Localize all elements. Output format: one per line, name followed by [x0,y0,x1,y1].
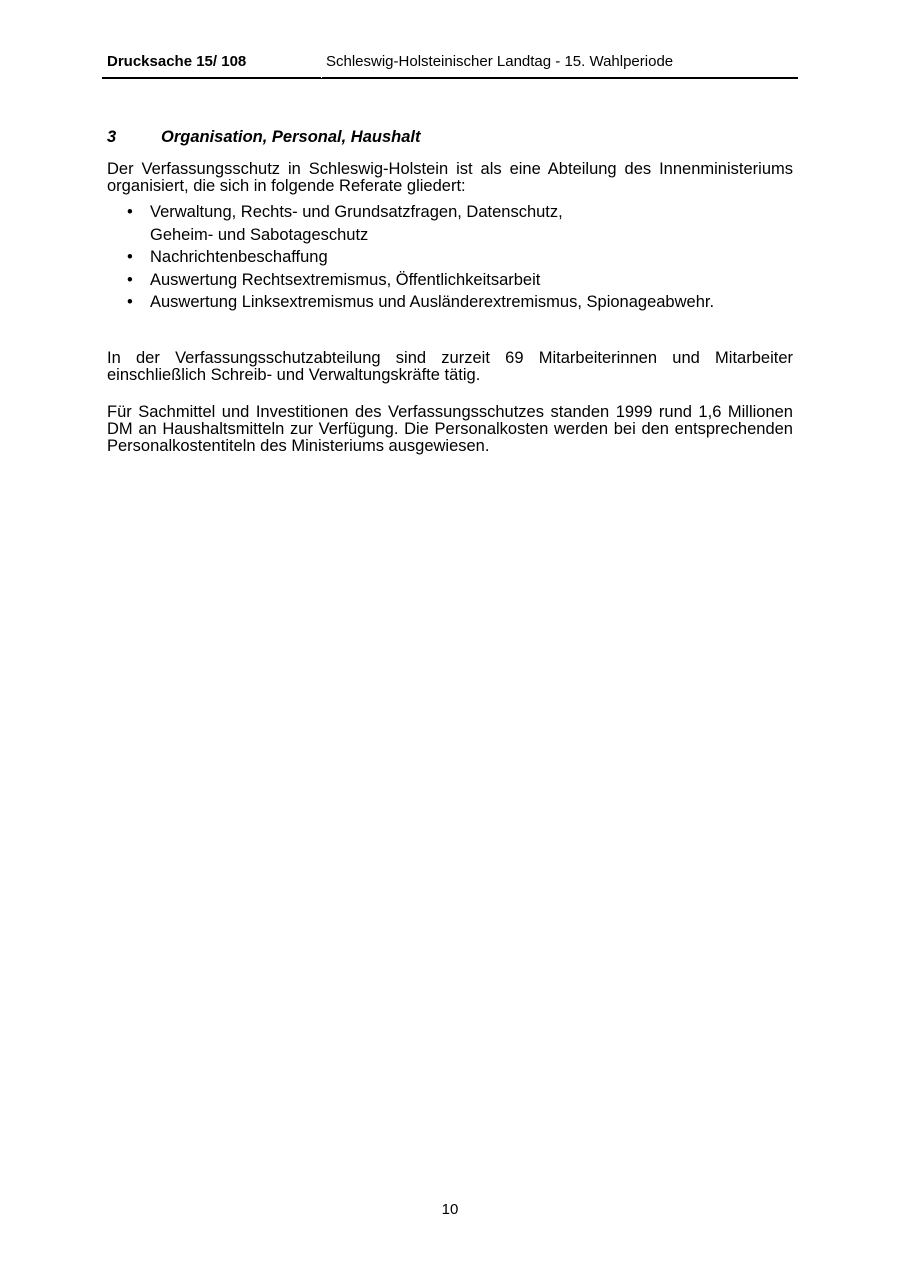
list-item [107,246,793,269]
bullet-icon: • [127,270,133,289]
section-title: Organisation, Personal, Haushalt [161,128,421,146]
list-item-text: Verwaltung, Rechts- und Grundsatzfragen, Datenschutz, [150,203,563,221]
document-number: Drucksache 15/ 108 [107,53,247,70]
intro-paragraph: Der Verfassungsschutz in Schleswig-Holstein ist als eine Abteilung des Innenministeriums organisiert, die sich in folgende Referate gliedert: [107,160,793,195]
list-item [107,269,793,292]
section-number: 3 [107,128,117,146]
page-number: 10 [441,1201,459,1218]
parliament-title: Schleswig-Holsteinischer Landtag - 15. Wahlperiode [326,53,674,70]
budget-paragraph: Für Sachmittel und Investitionen des Verfassungsschutzes standen 1999 rund 1,6 Millionen DM an Haushaltsmitteln zur Verfügung. Die Personalkosten werden bei den entsprechenden Personalkostentiteln des Ministeriums ausgewiesen. [107,402,793,455]
list-item [107,291,793,314]
list-item [107,201,793,246]
header-divider [321,76,322,78]
list-item-text: Nachrichtenbeschaffung [150,248,328,266]
page-content [107,128,793,475]
spacer [107,314,793,350]
department-list [107,201,793,314]
section-heading [107,128,793,147]
staff-paragraph: In der Verfassungsschutzabteilung sind zurzeit 69 Mitarbeiterinnen und Mitarbeiter einschließlich Schreib- und Verwaltungskräfte tätig. [107,348,793,384]
page-header [102,50,798,79]
bullet-icon: • [127,293,133,311]
bullet-icon: • [127,203,133,221]
list-item-text: Auswertung Linksextremismus und Ausländerextremismus, Spionageabwehr. [150,293,715,311]
list-item-text-continued: Geheim- und Sabotageschutz [150,225,369,244]
bullet-icon: • [127,248,133,266]
list-item-text: Auswertung Rechtsextremismus, Öffentlichkeitsarbeit [150,270,541,289]
